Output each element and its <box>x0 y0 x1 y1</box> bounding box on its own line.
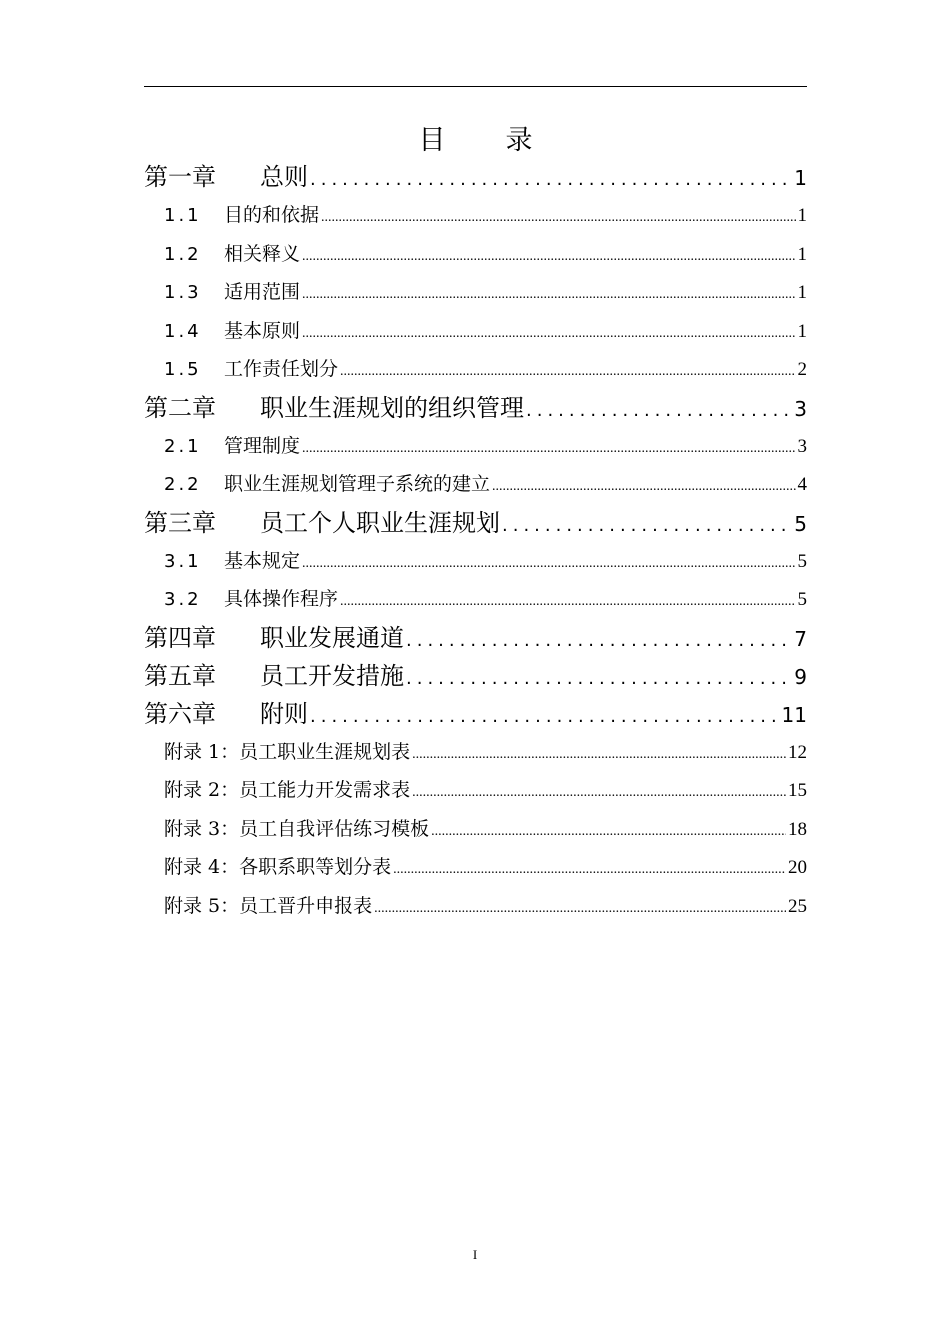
toc-entry-number: 第三章 <box>144 508 216 537</box>
toc-entry-appendix[interactable] <box>144 733 807 772</box>
dot-leader <box>393 851 786 890</box>
toc-entry-section[interactable] <box>144 312 807 351</box>
dot-leader <box>340 583 795 622</box>
table-of-contents <box>144 158 807 925</box>
toc-entry-number: 2.2 <box>164 474 202 495</box>
toc-entry-page: 3 <box>794 396 807 421</box>
toc-entry-section[interactable] <box>144 580 807 619</box>
dot-leader <box>302 430 795 469</box>
toc-entry-title: 附录 1：员工职业生涯规划表 <box>164 740 411 763</box>
toc-entry-page: 5 <box>794 511 807 536</box>
toc-entry-title: 附则 <box>260 699 308 728</box>
dot-leader <box>302 276 795 315</box>
toc-entry-page: 1 <box>797 320 807 342</box>
toc-entry-section[interactable] <box>144 465 807 504</box>
toc-entry-page: 3 <box>797 435 807 457</box>
toc-entry-number: 1.2 <box>164 243 202 265</box>
toc-entry-section[interactable] <box>144 350 807 389</box>
toc-entry-section[interactable] <box>144 196 807 235</box>
toc-entry-chapter[interactable] <box>144 695 807 733</box>
toc-entry-number: 1.1 <box>164 205 202 226</box>
toc-entry-appendix[interactable] <box>144 810 807 849</box>
toc-entry-page: 1 <box>797 282 807 303</box>
toc-entry-title: 员工开发措施 <box>260 661 404 690</box>
toc-entry-appendix[interactable] <box>144 887 807 926</box>
toc-entry-chapter[interactable] <box>144 158 807 196</box>
toc-entry-section[interactable] <box>144 542 807 581</box>
toc-entry-number: 第五章 <box>144 661 216 690</box>
toc-entry-title: 职业生涯规划的组织管理 <box>260 393 524 422</box>
toc-entry-title: 职业生涯规划管理子系统的建立 <box>224 473 491 495</box>
toc-entry-title: 附录 3：员工自我评估练习模板 <box>164 817 430 840</box>
toc-title: 目录 <box>418 125 593 156</box>
toc-entry-title: 总则 <box>260 163 308 191</box>
dot-leader <box>502 507 792 545</box>
toc-entry-page: 18 <box>788 818 807 840</box>
toc-entry-page: 5 <box>797 589 807 610</box>
toc-entry-page: 12 <box>788 741 807 763</box>
dot-leader <box>302 238 795 277</box>
toc-entry-title: 管理制度 <box>224 434 301 457</box>
toc-entry-page: 11 <box>781 702 807 727</box>
toc-entry-number: 第一章 <box>144 163 216 191</box>
toc-entry-number: 3.1 <box>164 550 202 572</box>
toc-entry-title: 适用范围 <box>224 281 301 303</box>
toc-entry-section[interactable] <box>144 427 807 466</box>
toc-entry-title: 附录 2：员工能力开发需求表 <box>164 779 411 801</box>
dot-leader <box>406 622 792 660</box>
dot-leader <box>526 392 792 430</box>
toc-entry-title: 附录 4：各职系职等划分表 <box>164 856 392 878</box>
toc-entry-page: 1 <box>797 205 807 226</box>
toc-entry-number: 1.3 <box>164 282 202 303</box>
toc-entry-page: 15 <box>788 780 807 801</box>
toc-entry-chapter[interactable] <box>144 619 807 657</box>
toc-entry-number: 第六章 <box>144 699 216 728</box>
dot-leader <box>302 545 795 584</box>
toc-entry-page: 20 <box>788 857 807 878</box>
toc-entry-page: 4 <box>797 474 807 495</box>
toc-entry-page: 1 <box>797 243 807 265</box>
toc-entry-number: 3.2 <box>164 589 202 610</box>
toc-entry-chapter[interactable] <box>144 389 807 427</box>
toc-entry-title: 附录 5：员工晋升申报表 <box>164 894 373 917</box>
page-number: I <box>472 1247 478 1262</box>
toc-entry-title: 员工个人职业生涯规划 <box>260 508 500 537</box>
header-rule <box>144 86 807 87</box>
toc-entry-title: 具体操作程序 <box>224 588 339 610</box>
toc-entry-page: 2 <box>797 359 807 380</box>
toc-entry-section[interactable] <box>144 235 807 274</box>
toc-entry-chapter[interactable] <box>144 657 807 695</box>
dot-leader <box>340 353 795 392</box>
dot-leader <box>412 774 786 813</box>
toc-entry-number: 1.5 <box>164 359 202 380</box>
toc-entry-number: 2.1 <box>164 435 202 457</box>
toc-entry-title: 职业发展通道 <box>260 623 404 652</box>
toc-entry-title: 相关释义 <box>224 242 301 265</box>
toc-entry-number: 第四章 <box>144 623 216 652</box>
toc-entry-title: 目的和依据 <box>224 204 320 226</box>
toc-entry-number: 1.4 <box>164 320 202 342</box>
toc-entry-title: 基本规定 <box>224 549 301 572</box>
dot-leader <box>374 890 786 929</box>
dot-leader <box>406 660 792 698</box>
toc-entry-appendix[interactable] <box>144 848 807 887</box>
dot-leader <box>431 813 786 852</box>
dot-leader <box>310 698 780 736</box>
dot-leader <box>302 315 795 354</box>
toc-entry-number: 第二章 <box>144 393 216 422</box>
toc-entry-appendix[interactable] <box>144 771 807 810</box>
dot-leader <box>492 468 795 507</box>
toc-entry-title: 基本原则 <box>224 319 301 342</box>
dot-leader <box>412 736 786 775</box>
toc-entry-page: 25 <box>788 895 807 917</box>
dot-leader <box>310 161 792 199</box>
toc-entry-section[interactable] <box>144 273 807 312</box>
toc-entry-page: 9 <box>794 664 807 689</box>
toc-entry-page: 5 <box>797 550 807 572</box>
dot-leader <box>321 199 795 238</box>
toc-entry-title: 工作责任划分 <box>224 358 339 380</box>
toc-entry-page: 1 <box>794 166 807 190</box>
toc-entry-chapter[interactable] <box>144 504 807 542</box>
toc-entry-page: 7 <box>794 626 807 651</box>
